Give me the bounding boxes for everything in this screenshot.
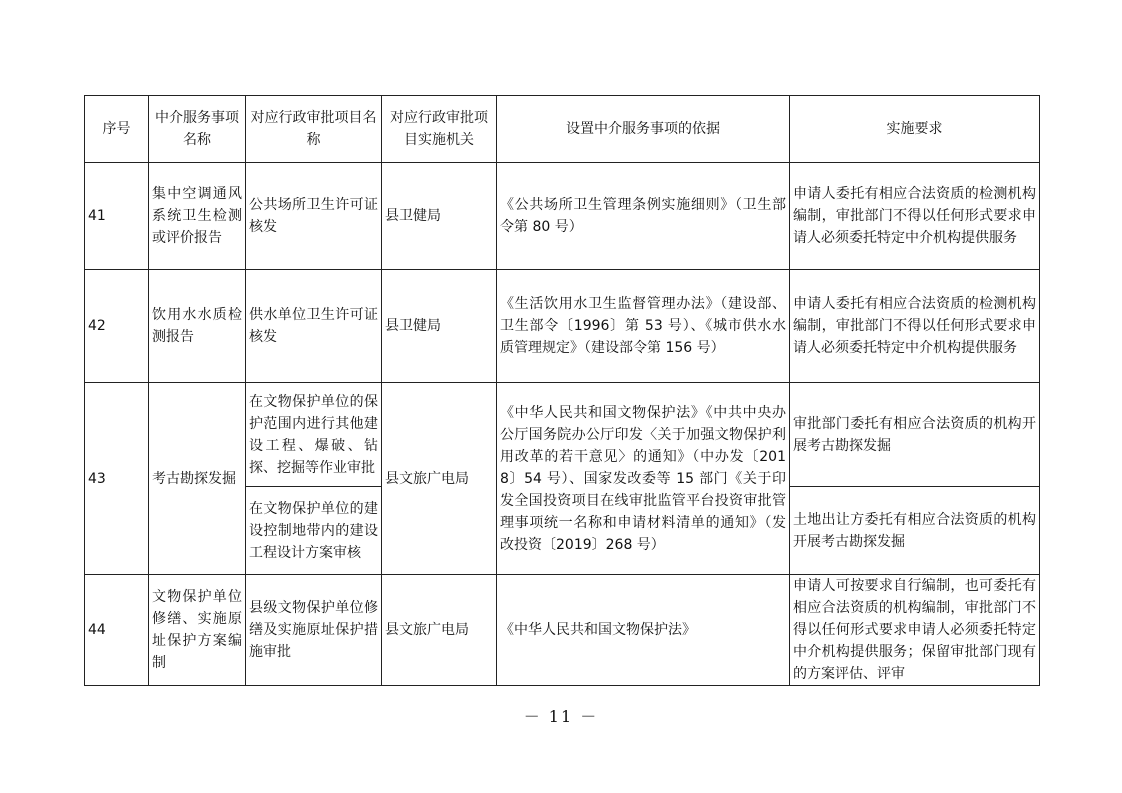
cell-approval-item: 供水单位卫生许可证核发 [246, 270, 382, 383]
cell-approval-item: 县级文物保护单位修缮及实施原址保护措施审批 [246, 575, 382, 686]
cell-requirement: 审批部门委托有相应合法资质的机构开展考古勘探发掘 [790, 383, 1040, 487]
cell-service-name: 文物保护单位修缮、实施原址保护方案编制 [149, 575, 246, 686]
cell-seq: 41 [85, 163, 149, 270]
cell-service-name: 考古勘探发掘 [149, 383, 246, 575]
header-approval-item: 对应行政审批项目名称 [246, 96, 382, 163]
table-row [85, 383, 1040, 487]
cell-approval-item: 公共场所卫生许可证核发 [246, 163, 382, 270]
cell-requirement: 申请人委托有相应合法资质的检测机构编制，审批部门不得以任何形式要求申请人必须委托特定中介机构提供服务 [790, 270, 1040, 383]
header-seq: 序号 [85, 96, 149, 163]
header-service-name: 中介服务事项名称 [149, 96, 246, 163]
header-basis: 设置中介服务事项的依据 [497, 96, 790, 163]
cell-basis: 《中华人民共和国文物保护法》《中共中央办公厅国务院办公厅印发〈关于加强文物保护利用改革的若干意见〉的通知》（中办发〔2018〕54 号）、国家发改委等 15 部门《关于印发全国投资项目在线审批监管平台投资审批管理事项统一名称和申请材料清单的通知》（发改投资〔2019〕268 号） [497, 383, 790, 575]
table-row [85, 575, 1040, 686]
cell-seq: 42 [85, 270, 149, 383]
cell-approval-item: 在文物保护单位的保护范围内进行其他建设工程、爆破、钻探、挖掘等作业审批 [246, 383, 382, 487]
header-requirement: 实施要求 [790, 96, 1040, 163]
table-row [85, 163, 1040, 270]
cell-service-name: 集中空调通风系统卫生检测或评价报告 [149, 163, 246, 270]
table-row [85, 270, 1040, 383]
cell-seq: 43 [85, 383, 149, 575]
cell-basis: 《中华人民共和国文物保护法》 [497, 575, 790, 686]
cell-agency: 县文旅广电局 [382, 575, 497, 686]
cell-requirement: 申请人委托有相应合法资质的检测机构编制，审批部门不得以任何形式要求申请人必须委托特定中介机构提供服务 [790, 163, 1040, 270]
cell-service-name: 饮用水水质检测报告 [149, 270, 246, 383]
cell-basis: 《生活饮用水卫生监督管理办法》（建设部、卫生部令〔1996〕第 53 号）、《城市供水水质管理规定》（建设部令第 156 号） [497, 270, 790, 383]
header-agency: 对应行政审批项目实施机关 [382, 96, 497, 163]
cell-basis: 《公共场所卫生管理条例实施细则》（卫生部令第 80 号） [497, 163, 790, 270]
table-header-row [85, 96, 1040, 163]
intermediary-services-table [84, 95, 1040, 686]
page-number: － 11 － [523, 707, 599, 726]
cell-seq: 44 [85, 575, 149, 686]
cell-agency: 县卫健局 [382, 163, 497, 270]
cell-approval-item: 在文物保护单位的建设控制地带内的建设工程设计方案审核 [246, 487, 382, 575]
cell-requirement: 申请人可按要求自行编制，也可委托有相应合法资质的机构编制，审批部门不得以任何形式要求申请人必须委托特定中介机构提供服务；保留审批部门现有的方案评估、评审 [790, 575, 1040, 686]
cell-agency: 县卫健局 [382, 270, 497, 383]
cell-requirement: 土地出让方委托有相应合法资质的机构开展考古勘探发掘 [790, 487, 1040, 575]
cell-agency: 县文旅广电局 [382, 383, 497, 575]
